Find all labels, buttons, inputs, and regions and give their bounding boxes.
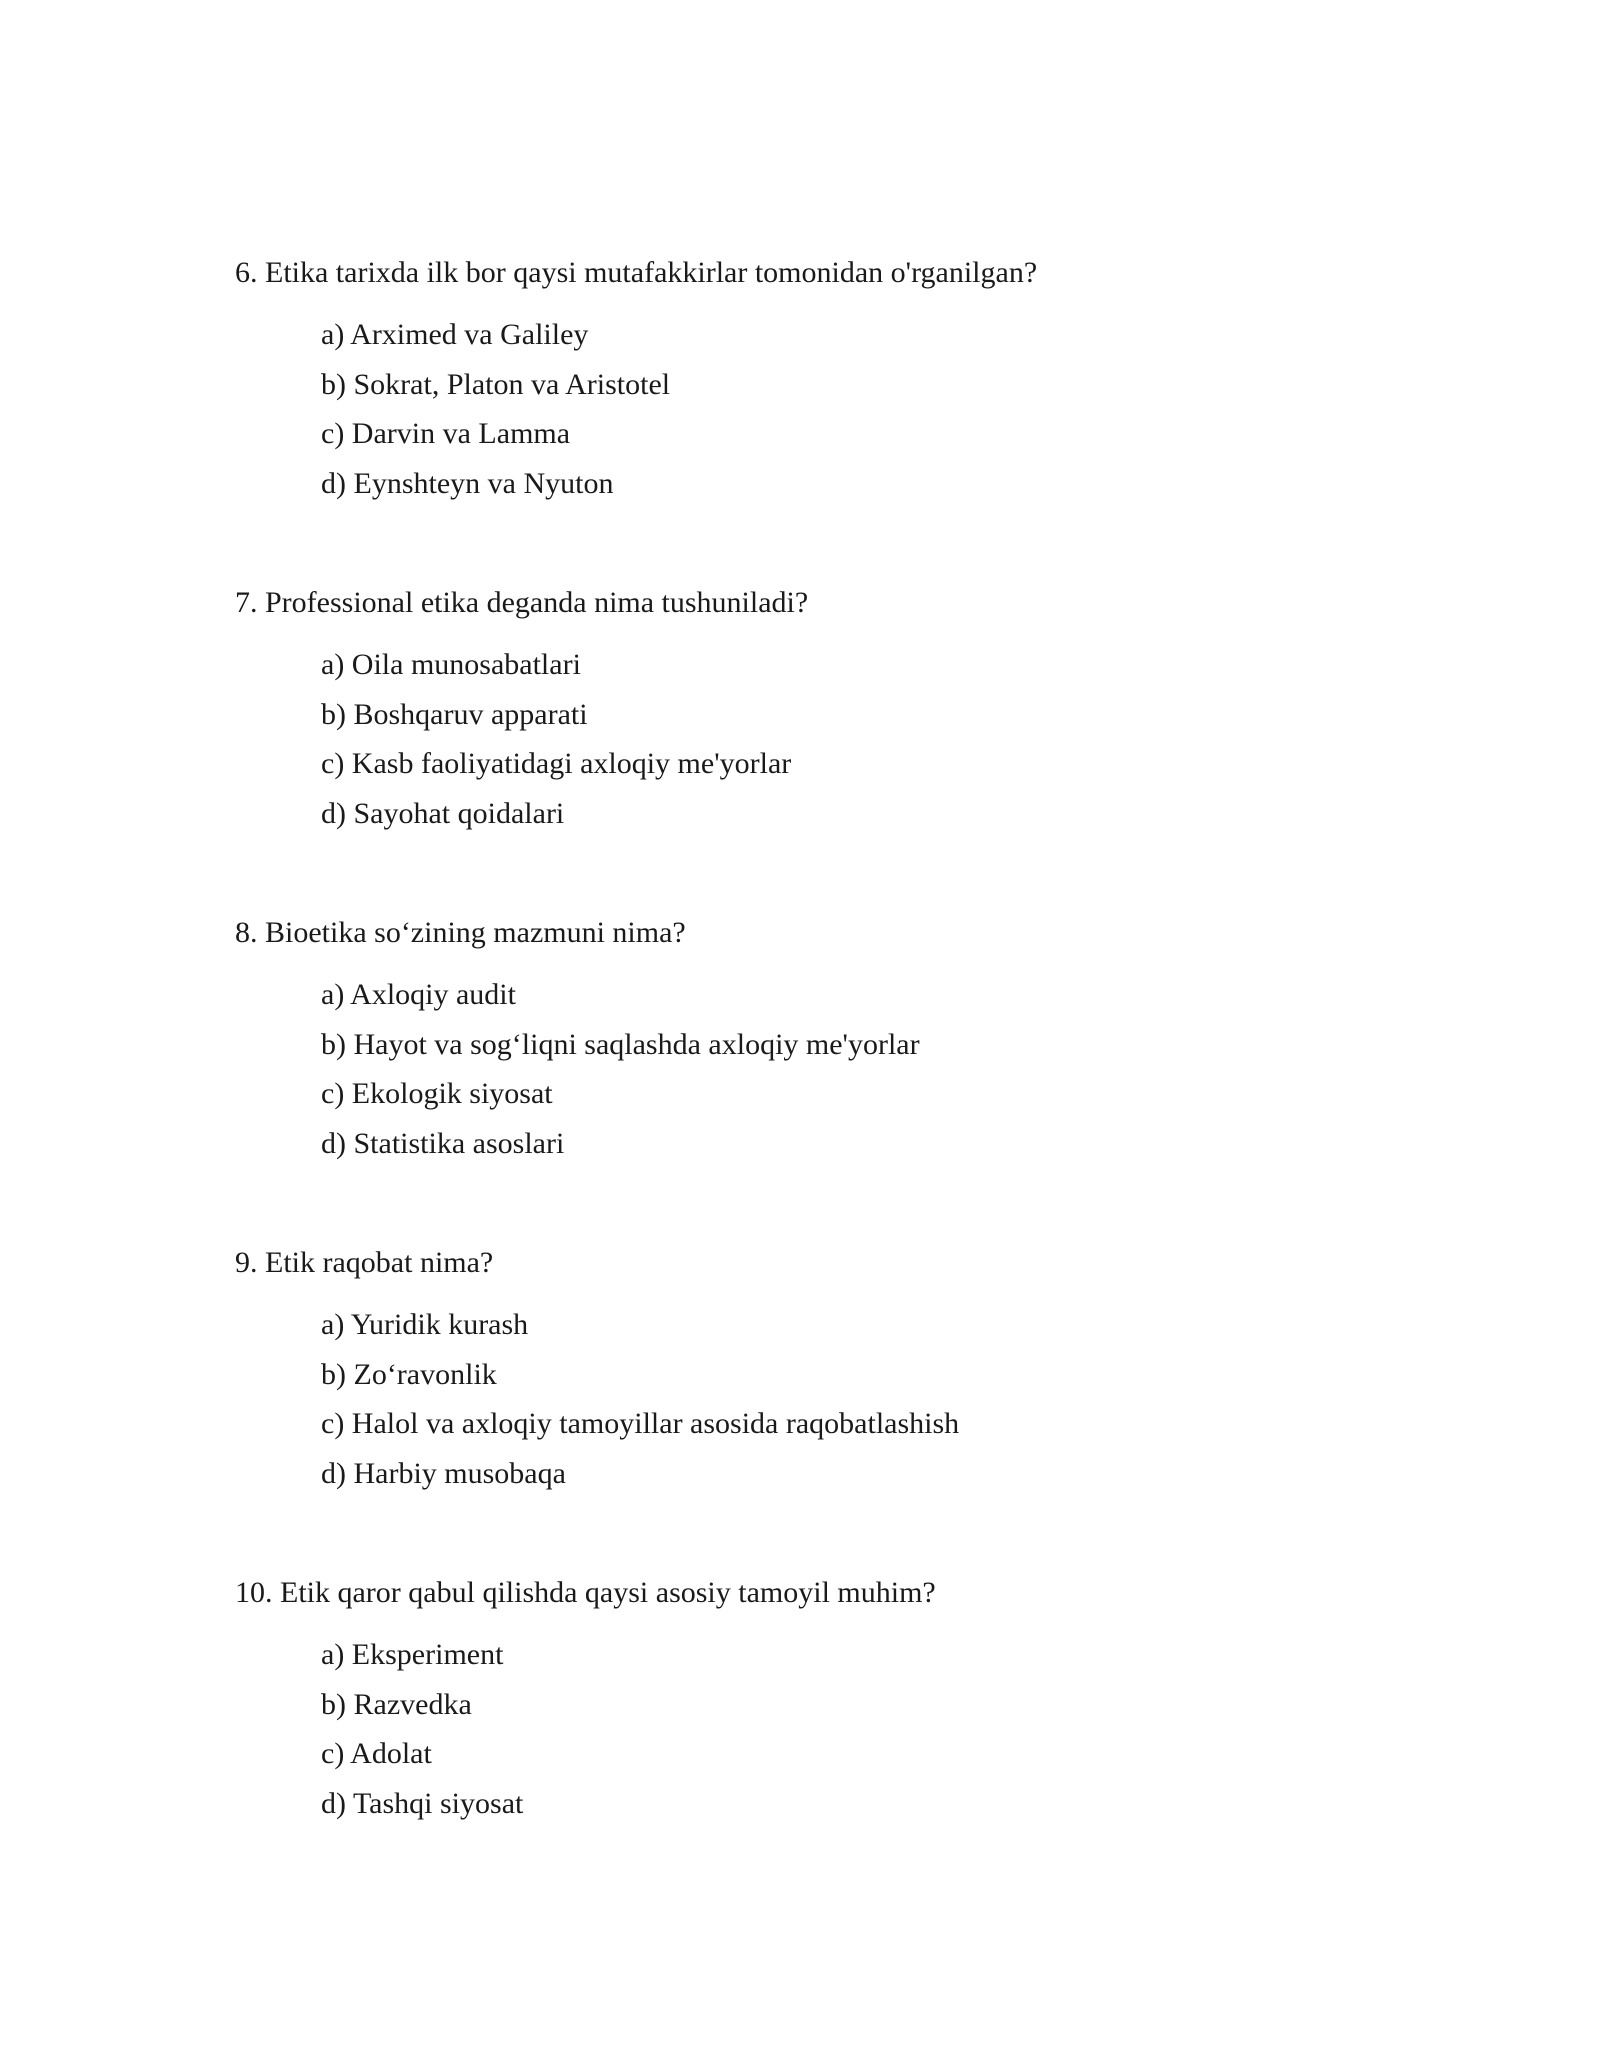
question-text: 8. Bioetika so‘zining mazmuni nima? [235, 916, 686, 949]
option-list [235, 970, 1435, 1168]
option-list [235, 310, 1435, 508]
option-a: a) Eksperiment [321, 1638, 504, 1671]
option-c: c) Kasb faoliyatidagi axloqiy me'yorlar [321, 747, 792, 780]
question-10 [235, 1573, 1435, 1828]
question-text: 7. Professional etika deganda nima tushuniladi? [235, 586, 809, 619]
option-a: a) Yuridik kurash [321, 1308, 529, 1341]
option-b: b) Boshqaruv apparati [321, 697, 588, 731]
question-6 [235, 253, 1435, 508]
option-d: d) Harbiy musobaqa [321, 1456, 566, 1490]
question-text: 9. Etik raqobat nima? [235, 1246, 494, 1279]
option-c: c) Darvin va Lamma [321, 417, 571, 450]
option-d: d) Tashqi siyosat [321, 1786, 524, 1820]
option-d: d) Statistika asoslari [321, 1126, 565, 1160]
question-7 [235, 583, 1435, 838]
option-a: a) Axloqiy audit [321, 978, 516, 1011]
option-b: b) Razvedka [321, 1687, 472, 1721]
quiz-list [235, 253, 1435, 1903]
option-c: c) Ekologik siyosat [321, 1077, 553, 1110]
option-a: a) Arximed va Galiley [321, 318, 589, 351]
option-b: b) Zo‘ravonlik [321, 1357, 497, 1391]
option-d: d) Eynshteyn va Nyuton [321, 466, 614, 500]
option-list [235, 1630, 1435, 1828]
question-9 [235, 1243, 1435, 1498]
option-list [235, 640, 1435, 838]
option-b: b) Hayot va sog‘liqni saqlashda axloqiy me'yorlar [321, 1027, 920, 1061]
question-8 [235, 913, 1435, 1168]
question-text: 6. Etika tarixda ilk bor qaysi mutafakkirlar tomonidan o'rganilgan? [235, 256, 1038, 289]
question-text: 10. Etik qaror qabul qilishda qaysi asosiy tamoyil muhim? [235, 1576, 936, 1609]
option-b: b) Sokrat, Platon va Aristotel [321, 367, 671, 401]
option-d: d) Sayohat qoidalari [321, 796, 565, 830]
option-a: a) Oila munosabatlari [321, 648, 581, 681]
option-list [235, 1300, 1435, 1498]
option-c: c) Halol va axloqiy tamoyillar asosida raqobatlashish [321, 1407, 960, 1440]
option-c: c) Adolat [321, 1737, 432, 1770]
